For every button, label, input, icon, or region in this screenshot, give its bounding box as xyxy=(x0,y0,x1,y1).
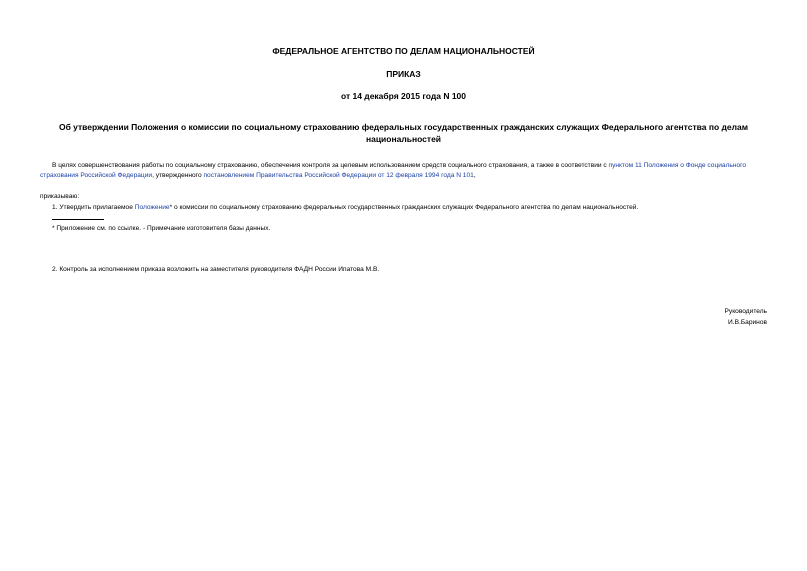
item1-text-1: 1. Утвердить прилагаемое xyxy=(52,204,135,211)
order-item-2: 2. Контроль за исполнением приказа возложить на заместителя руководителя ФАДН России Ипатова М.В. xyxy=(52,266,380,273)
signatory-name: И.В.Баринов xyxy=(728,319,767,326)
order-word: приказываю: xyxy=(40,193,80,200)
preamble-paragraph xyxy=(40,161,768,181)
regulation-link[interactable]: Положение xyxy=(134,204,170,211)
preamble-text-2: , утвержденного xyxy=(152,172,204,179)
document-title: Об утверждении Положения о комиссии по социальному страхованию федеральных государственных гражданских служащих Федерального агентства по делам национальностей xyxy=(58,122,749,144)
document-type: ПРИКАЗ xyxy=(386,69,421,79)
fss-regulation-link[interactable]: пунктом 11 Положения о Фонде социального страхования Российской Федерации xyxy=(40,162,747,179)
order-item-1 xyxy=(52,203,768,213)
footnote-separator xyxy=(52,219,104,220)
footnote-text: * Приложение см. по ссылке. - Примечание изготовителя базы данных. xyxy=(52,225,271,232)
government-decree-link[interactable]: постановлением Правительства Российской Федерации от 12 февраля 1994 года N 101 xyxy=(203,172,474,179)
signatory-position: Руководитель xyxy=(724,308,767,315)
document-date-number: от 14 декабря 2015 года N 100 xyxy=(340,91,467,101)
agency-name: ФЕДЕРАЛЬНОЕ АГЕНТСТВО ПО ДЕЛАМ НАЦИОНАЛЬНОСТЕЙ xyxy=(272,46,535,56)
preamble-text-1: В целях совершенствования работы по социальному страхованию, обеспечения контроля за целевым использованием средств социального страхования, а также в соответствии с xyxy=(52,162,609,169)
preamble-text-3: , xyxy=(473,172,476,179)
item1-text-2: * о комиссии по социальному страхованию федеральных государственных гражданских служащих Федерального агентства по делам национальностей. xyxy=(169,204,639,211)
